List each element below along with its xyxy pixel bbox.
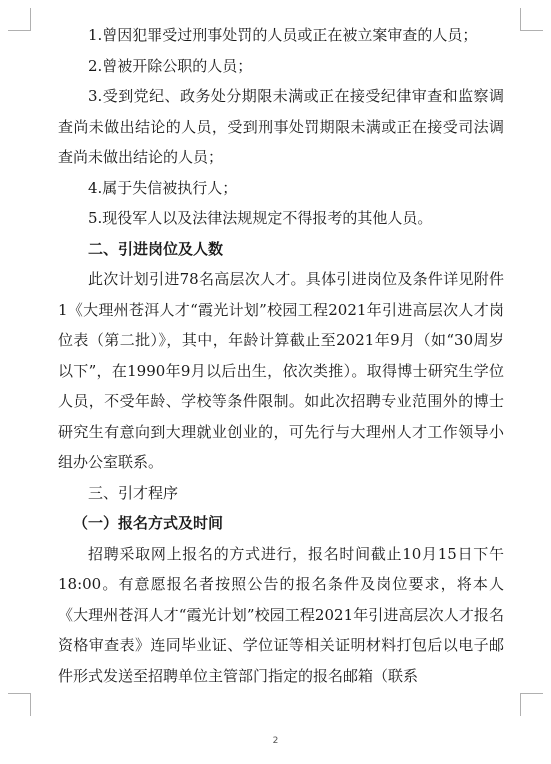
paragraph-positions: 此次计划引进78名高层次人才。具体引进岗位及条件详见附件1《大理州苍洱人才“霞光计划”校园工程2021年引进高层次人才岗位表（第二批）》，其中，年龄计算截止至2021年9月（如“30周岁以下”，在1990年9月以后出生，依次类推）。取得博士研究生学位人员，不受年龄、学校等条件限制。如此次招聘专业范围外的博士研究生有意向到大理就业创业的，可先行与大理州人才工作领导小组办公室联系。 <box>58 270 504 471</box>
crop-mark-bottom-right <box>520 693 543 716</box>
crop-mark-top-left <box>8 8 31 31</box>
crop-mark-bottom-left <box>8 693 31 716</box>
list-item-5: 5.现役军人以及法律法规规定不得报考的其他人员。 <box>88 209 433 227</box>
list-item-3: 3.受到党纪、政务处分期限未满或正在接受纪律审查和监察调查尚未做出结论的人员，受到刑事处罚期限未满或正在接受司法调查尚未做出结论的人员； <box>58 87 504 166</box>
paragraph-registration: 招聘采取网上报名的方式进行，报名时间截止10月15日下午18:00。有意愿报名者按照公告的报名条件及岗位要求，将本人《大理州苍洱人才“霞光计划”校园工程2021年引进高层次人才报名资格审查表》连同毕业证、学位证等相关证明材料打包后以电子邮件形式发送至招聘单位主管部门指定的报名邮箱（联系 <box>58 544 504 685</box>
list-item-2: 2.曾被开除公职的人员； <box>88 56 253 75</box>
page-number: 2 <box>272 736 279 746</box>
list-item-4: 4.属于失信被执行人； <box>88 178 238 197</box>
section-heading-positions: 二、引进岗位及人数 <box>88 239 224 258</box>
list-item-1: 1.曾因犯罪受过刑事处罚的人员或正在被立案审查的人员； <box>88 26 478 44</box>
subsection-heading-registration: （一）报名方式及时间 <box>73 514 224 532</box>
document-body <box>58 20 504 691</box>
section-heading-procedure: 三、引才程序 <box>88 483 179 502</box>
crop-mark-top-right <box>520 8 543 31</box>
